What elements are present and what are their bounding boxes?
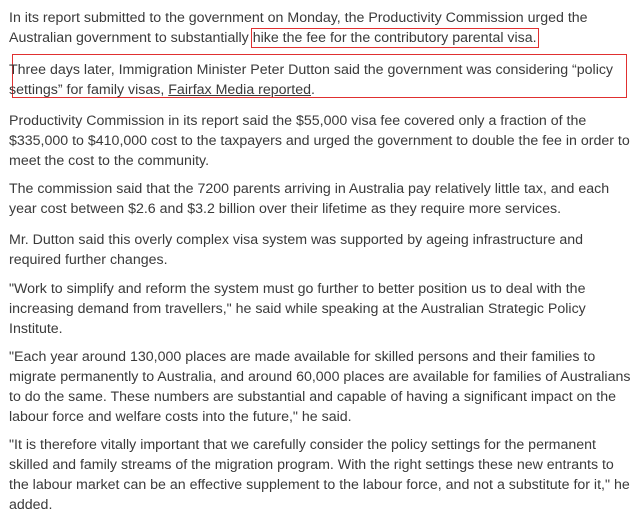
highlighted-phrase: hike the fee for the contributory parental visa. [252,30,537,46]
paragraph-7: "Each year around 130,000 places are made available for skilled persons and their families to migrate permanently to Australia, and around 60,000 places are available for families of Australians to do the same. These numbers are substantial and capable of having a significant impact on the labour force and welfare costs into the future," he said. [9,349,631,425]
paragraph-2-end: . [311,82,315,98]
paragraph-2-text: Three days later, Immigration Minister Peter Dutton said the government was considering “policy settings” for family visas, [9,62,614,98]
fairfax-media-link[interactable]: Fairfax Media reported [168,82,311,98]
paragraph-4: The commission said that the 7200 parents arriving in Australia pay relatively little tax, and each year cost between $2.6 and $3.2 billion over their lifetime as they require more services. [9,181,610,217]
paragraph-6: "Work to simplify and reform the system must go further to better position us to deal with the increasing demand from travellers," he said while speaking at the Australian Strategic Policy Institute. [9,281,586,337]
paragraph-2 [9,60,634,100]
paragraph-5: Mr. Dutton said this overly complex visa system was supported by ageing infrastructure and required further changes. [9,232,584,268]
paragraph-8: "It is therefore vitally important that we carefully consider the policy settings for the permanent skilled and family streams of the migration program. With the right settings these new entrants to the labour market can be an effective supplement to the labour force, and not a substitute for it," he added. [9,437,630,513]
paragraph-1 [9,8,634,48]
paragraph-1-text: In its report submitted to the government on Monday, the Productivity Commission urged the Australian government to substantially [9,10,588,46]
paragraph-3: Productivity Commission in its report said the $55,000 visa fee covered only a fraction of the $335,000 to $410,000 cost to the taxpayers and urged the government to double the fee in order to meet the cost to the community. [9,113,630,169]
